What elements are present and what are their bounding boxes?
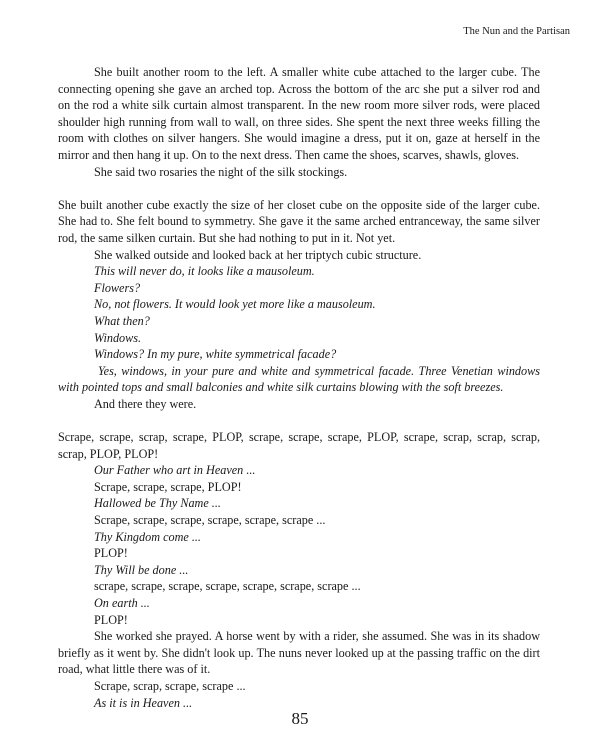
body-paragraph: She built another cube exactly the size of her closet cube on the opposite side of the larger cube. She had to. She felt bound to symmetry. She gave it the same arched entranceway, the same silver rod, the same silken curtain. But she had nothing to put in it. Not yet. bbox=[58, 197, 540, 245]
italic-text: Windows. bbox=[94, 330, 142, 345]
body-paragraph: She said two rosaries the night of the silk stockings. bbox=[94, 164, 348, 179]
page-body bbox=[58, 64, 540, 711]
body-line: Scrape, scrape, scrape, PLOP! bbox=[94, 479, 242, 494]
italic-text: No, not flowers. It would look yet more like a mausoleum. bbox=[94, 297, 376, 312]
section-break bbox=[58, 180, 540, 197]
page-number: 85 bbox=[291, 709, 309, 728]
italic-line bbox=[58, 595, 540, 612]
body-paragraph: She built another room to the left. A smaller white cube attached to the larger cube. The connecting opening she gave an arched top. Across the bottom of the arc she put a silver rod and on the rod a white silk curtain almost transparent. In the new room more silver rods, were placed shoulder high running from wall to wall, on three sides. She spent the next three weeks filling the room with clothes on silver hangers. She would imagine a dress, put it on, gaze at herself in the mirror and then hang it up. On to the next dress. Then came the shoes, scarves, shawls, gloves. bbox=[58, 65, 540, 162]
italic-text: Thy Kingdom come ... bbox=[94, 529, 201, 544]
italic-text: Flowers? bbox=[94, 280, 141, 295]
italic-text: Windows? In my pure, white symmetrical facade? bbox=[94, 347, 337, 362]
italic-line bbox=[58, 462, 540, 479]
italic-text: Yes, windows, in your pure and white and symmetrical facade. Three Venetian windows with pointed tops and small balconies and white silk curtains blowing with the soft breezes. bbox=[58, 363, 540, 395]
body-line: scrape, scrape, scrape, scrape, scrape, scrape, scrape ... bbox=[94, 579, 361, 594]
body-paragraph: She worked she prayed. A horse went by with a rider, she assumed. She was in its shadow briefly as it went by. She didn't look up. The nuns never looked up at the passing traffic on the dirt road, what little there was of it. bbox=[58, 629, 540, 677]
italic-text: As it is in Heaven ... bbox=[94, 695, 193, 710]
body-paragraph: Scrape, scrape, scrap, scrape, PLOP, scrape, scrape, scrape, PLOP, scrape, scrap, scrap, scrap, scrap, PLOP, PLOP! bbox=[58, 430, 540, 461]
italic-text: What then? bbox=[94, 313, 150, 328]
italic-line bbox=[58, 529, 540, 546]
italic-line bbox=[58, 346, 540, 363]
italic-line bbox=[58, 330, 540, 347]
italic-text: Thy Will be done ... bbox=[94, 562, 189, 577]
italic-line bbox=[58, 296, 540, 313]
body-line: PLOP! bbox=[94, 546, 128, 561]
italic-line bbox=[58, 263, 540, 280]
italic-line bbox=[58, 280, 540, 297]
body-line: Scrape, scrape, scrape, scrape, scrape, scrape ... bbox=[94, 513, 326, 528]
body-paragraph: And there they were. bbox=[94, 396, 197, 411]
section-break bbox=[58, 412, 540, 429]
italic-line bbox=[58, 313, 540, 330]
italic-text: On earth ... bbox=[94, 596, 150, 610]
running-header: The Nun and the Partisan bbox=[463, 26, 570, 37]
italic-line bbox=[58, 562, 540, 579]
italic-text: Hallowed be Thy Name ... bbox=[94, 496, 221, 511]
italic-line bbox=[58, 495, 540, 512]
italic-text: Our Father who art in Heaven ... bbox=[94, 463, 256, 478]
italic-paragraph bbox=[58, 363, 540, 396]
body-line: PLOP! bbox=[94, 612, 128, 627]
italic-text: This will never do, it looks like a mausoleum. bbox=[94, 264, 315, 279]
body-line: Scrape, scrap, scrape, scrape ... bbox=[94, 678, 246, 693]
body-paragraph: She walked outside and looked back at her triptych cubic structure. bbox=[94, 247, 422, 262]
